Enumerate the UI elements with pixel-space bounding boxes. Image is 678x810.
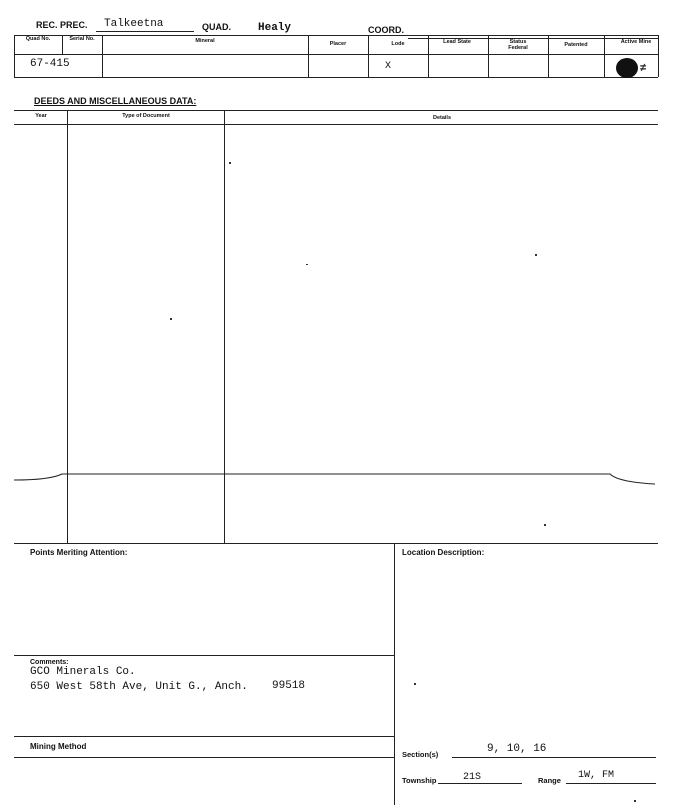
range-label: Range [538, 776, 561, 785]
mining-method-rule [14, 757, 394, 758]
col-placer: Placer [329, 41, 347, 47]
scan-speck [544, 524, 546, 526]
points-meriting-label: Points Meriting Attention: [30, 548, 128, 557]
rec-prec-underline [96, 31, 194, 32]
scan-speck [535, 254, 537, 256]
sections-underline [452, 757, 656, 758]
scan-speck [229, 162, 231, 164]
lower-section-top-rule [14, 543, 658, 544]
township-underline [438, 783, 522, 784]
sections-label: Section(s) [402, 750, 439, 759]
active-mine-dot [616, 58, 638, 78]
comments-line-1: GCO Minerals Co. [30, 666, 136, 678]
col-quad-no: Quad No. [25, 36, 51, 42]
scan-speck [634, 800, 636, 802]
comments-zip: 99518 [272, 680, 306, 692]
col-serial-no: Serial No. [69, 36, 95, 42]
quad-no-value: 67-415 [30, 58, 70, 70]
comments-label: Comments: [30, 659, 69, 666]
range-underline [566, 783, 656, 784]
col-year: Year [35, 113, 47, 119]
col-patented: Patented [564, 42, 588, 48]
col-lead-state: Lead State [443, 39, 471, 45]
scan-speck [414, 683, 416, 685]
active-mine-scribble: ≠ [640, 62, 647, 74]
col-status-federal: Status Federal [508, 39, 528, 51]
township-label: Township [402, 776, 437, 785]
col-active-mine: Active Mine [620, 39, 652, 45]
comments-bottom-rule [14, 736, 394, 737]
sections-value: 9, 10, 16 [487, 743, 547, 755]
mining-method-label: Mining Method [30, 742, 87, 751]
col-lode: Lode [391, 41, 405, 47]
rec-prec-value: Talkeetna [104, 18, 164, 30]
col-mineral: Mineral [195, 38, 215, 44]
quad-value: Healy [258, 22, 292, 34]
col-type-of-document: Type of Document [122, 113, 170, 119]
lower-section-divider [394, 543, 395, 805]
comments-line-2: 650 West 58th Ave, Unit G., Anch. [30, 681, 248, 693]
fold-line [10, 468, 660, 490]
col-details: Details [432, 115, 452, 121]
scan-speck [306, 264, 308, 265]
deeds-section-title: DEEDS AND MISCELLANEOUS DATA: [34, 96, 197, 106]
range-value: 1W, FM [578, 770, 615, 781]
scan-speck [170, 318, 172, 320]
coord-label: COORD. [368, 25, 404, 35]
township-value: 21S [463, 772, 482, 783]
location-description-label: Location Description: [402, 548, 485, 557]
lode-mark: X [385, 61, 392, 72]
rec-prec-label: REC. PREC. [36, 20, 88, 30]
quad-label: QUAD. [202, 22, 231, 32]
points-bottom-rule [14, 655, 394, 656]
